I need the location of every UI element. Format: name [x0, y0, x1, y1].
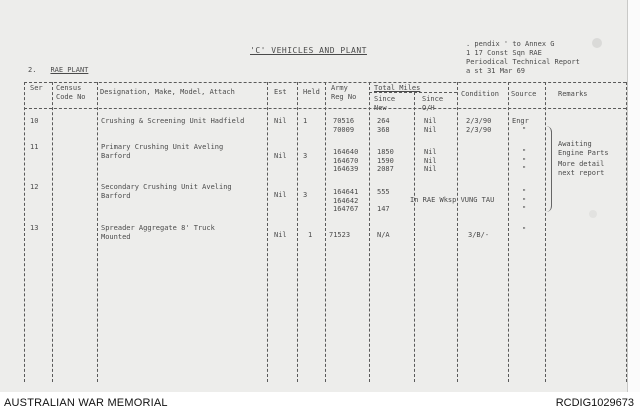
row-source: Engr "	[512, 117, 529, 134]
column-divider	[508, 82, 509, 382]
row-held: 1	[303, 117, 308, 125]
header-ser: Ser	[30, 84, 43, 92]
row-designation: Secondary Crushing Unit Aveling Barford	[101, 183, 232, 200]
annex-line: a st 31 Mar 69	[466, 67, 526, 75]
row-est: Nil	[274, 152, 287, 160]
column-divider	[24, 82, 25, 382]
header-condition: Condition	[461, 90, 499, 98]
row-reg: 164640 164670 164639	[333, 148, 359, 173]
annex-line: . pendix ' to Annex G	[466, 40, 555, 48]
row-held: 1	[308, 231, 313, 239]
row-ser: 10	[30, 117, 39, 125]
row-condition: 3/B/-	[468, 231, 490, 239]
row-since-new: 1850 1590 2087	[377, 148, 394, 173]
row-source: "	[522, 226, 527, 234]
annex-reference	[466, 40, 580, 76]
header-army-reg: Army Reg No	[331, 84, 357, 101]
column-divider	[369, 82, 370, 382]
row-ser: 11	[30, 143, 39, 151]
page-edge	[627, 0, 640, 392]
row-held: 3	[303, 152, 308, 160]
document-title: 'C' VEHICLES AND PLANT	[250, 46, 367, 55]
section-label: RAE PLANT	[50, 66, 89, 74]
annex-line: Periodical Technical Report	[466, 58, 580, 66]
header-designation: Designation, Make, Model, Attach	[100, 88, 235, 96]
remarks-text: Awaiting Engine Parts More detail next report	[558, 140, 609, 177]
row-since-oh: Nil Nil	[424, 117, 437, 134]
row-source: " " "	[522, 148, 527, 173]
header-est: Est	[274, 88, 287, 96]
row-ser: 13	[30, 224, 39, 232]
table-rule	[369, 92, 457, 93]
remarks-bracket	[545, 126, 552, 212]
header-since-oh: Since O/H	[422, 95, 444, 112]
row-since-oh: In RAE Wksp VUNG TAU	[410, 196, 495, 204]
section-number: 2.	[28, 66, 37, 74]
header-total-miles: Total Miles	[374, 84, 421, 92]
punch-hole	[589, 210, 597, 218]
archive-credit: AUSTRALIAN WAR MEMORIAL	[4, 397, 168, 409]
column-divider	[97, 82, 98, 382]
column-divider	[267, 82, 268, 382]
row-reg: 71523	[329, 231, 351, 239]
row-source: " " "	[522, 188, 527, 213]
header-remarks: Remarks	[558, 90, 588, 98]
row-held: 3	[303, 191, 308, 199]
row-reg: 70516 70009	[333, 117, 355, 134]
row-reg: 164641 164642 164767	[333, 188, 359, 213]
row-condition: 2/3/90 2/3/90	[466, 117, 492, 134]
header-census: Census Code No	[56, 84, 86, 101]
row-since-new: 555 147	[377, 188, 390, 213]
row-est: Nil	[274, 117, 287, 125]
annex-line: 1 17 Const Sqn RAE	[466, 49, 542, 57]
row-since-new: N/A	[377, 231, 390, 239]
row-since-oh: Nil Nil Nil	[424, 148, 437, 173]
header-since-new: Since New	[374, 95, 396, 112]
row-designation: Crushing & Screening Unit Hadfield	[101, 117, 245, 125]
column-divider	[52, 82, 53, 382]
column-divider	[325, 82, 326, 382]
section-heading	[28, 66, 88, 74]
column-divider	[297, 82, 298, 382]
row-since-new: 264 368	[377, 117, 390, 134]
column-divider	[457, 82, 458, 382]
row-est: Nil	[274, 231, 287, 239]
row-ser: 12	[30, 183, 39, 191]
header-held: Held	[303, 88, 320, 96]
punch-hole	[592, 38, 602, 48]
column-divider	[414, 92, 415, 382]
archive-id: RCDIG1029673	[555, 397, 634, 409]
row-designation: Spreader Aggregate 8' Truck Mounted	[101, 224, 215, 241]
header-source: Source	[511, 90, 537, 98]
row-est: Nil	[274, 191, 287, 199]
row-designation: Primary Crushing Unit Aveling Barford	[101, 143, 224, 160]
